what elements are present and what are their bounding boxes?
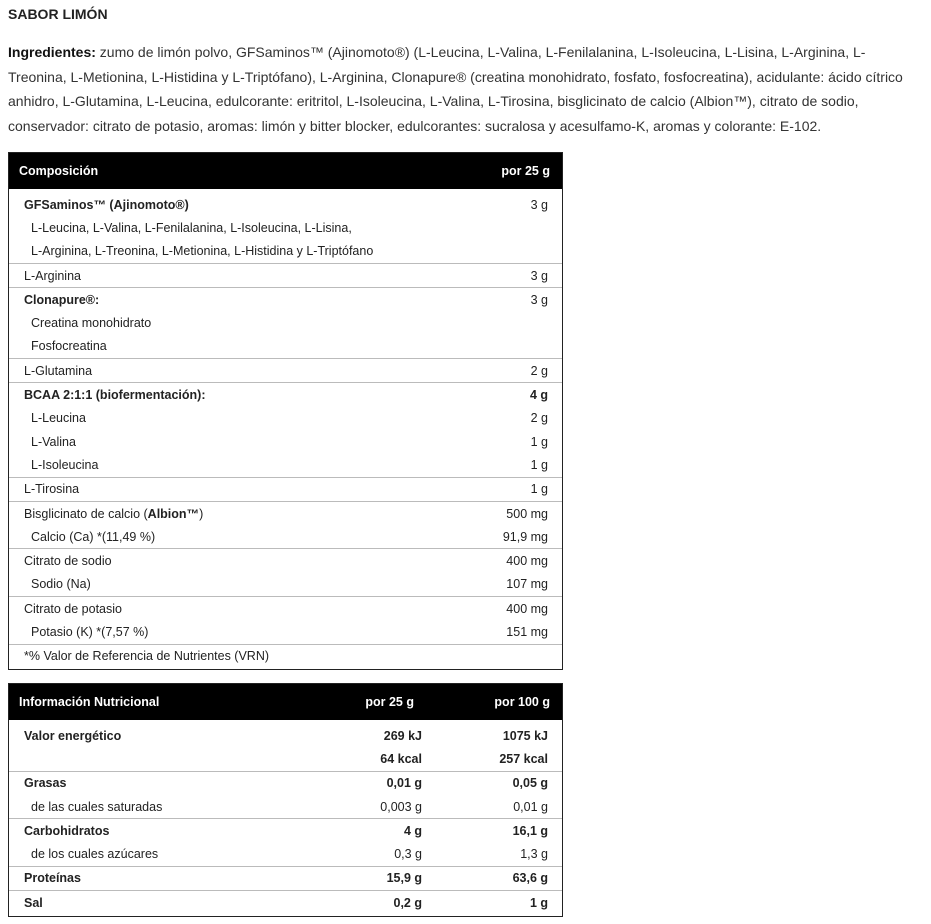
table-row — [9, 382, 562, 406]
nutrition-header — [9, 684, 562, 720]
row-value-100g: 1,3 g — [520, 847, 548, 862]
row-value: 1 g — [530, 482, 548, 497]
table-row — [9, 866, 562, 890]
row-label: Calcio (Ca) *(11,49 %) — [31, 529, 156, 544]
row-value: 107 mg — [506, 577, 548, 592]
table-row — [9, 311, 562, 334]
row-label: L-Leucina, L-Valina, L-Fenilalanina, L-Isoleucina, L-Lisina, — [31, 220, 352, 235]
ingredients-label: Ingredientes: — [8, 44, 96, 60]
row-label: Creatina monohidrato — [31, 316, 152, 331]
ingredients-text: zumo de limón polvo, GFSaminos™ (Ajinomoto®) (L-Leucina, L-Valina, L-Fenilalanina, L-Isoleucina, L-Lisina, L-Arginina, L-Treonina, L-Metionina, L-Histidina y L-Triptófano), L-Arginina, Clonapure® (creatina monohidrato, fosfato, fosfocreatina), acidulante: ácido cítrico anhidro, L-Glutamina, L-Leucina, edulcorante: eritritol, L-Isoleucina, L-Valina, L-Tirosina, bisglicinato de calcio (Albion™), citrato de sodio, conservador: citrato de potasio, aromas: limón y bitter blocker, edulcorantes: sucralosa y acesulfamo-K, aromas y colorante: E-102. — [8, 44, 903, 134]
row-value: 3 g — [530, 197, 548, 212]
table-row — [9, 795, 562, 818]
row-value-25g: 0,003 g — [380, 799, 422, 814]
table-row — [9, 525, 562, 548]
table-row — [9, 453, 562, 476]
row-label: de las cuales saturadas — [31, 799, 163, 814]
table-row — [9, 548, 562, 572]
composition-table — [8, 152, 563, 670]
row-label-brand: Albion™ — [147, 506, 200, 521]
row-value-25g: 0,01 g — [386, 776, 422, 791]
table-row — [9, 596, 562, 620]
table-row — [9, 747, 562, 770]
row-value: 500 mg — [506, 506, 548, 521]
row-label: Clonapure®: — [24, 292, 100, 307]
row-value: 91,9 mg — [502, 529, 548, 544]
table-row — [9, 842, 562, 865]
row-value-25g: 4 g — [403, 823, 422, 838]
row-label: L-Isoleucina — [31, 457, 99, 472]
row-value-100g: 1075 kJ — [502, 728, 548, 743]
table-row — [9, 724, 562, 747]
row-label: Sodio (Na) — [31, 577, 91, 592]
row-value-100g: 0,01 g — [513, 799, 548, 814]
row-value-100g: 16,1 g — [512, 823, 548, 838]
table-row — [9, 193, 562, 216]
table-row — [9, 818, 562, 842]
nutrition-header-label: Información Nutricional — [19, 695, 160, 709]
composition-header — [9, 153, 562, 189]
table-row — [9, 263, 562, 287]
row-value-25g: 269 kJ — [383, 728, 422, 743]
row-value: 400 mg — [506, 554, 548, 569]
row-value-100g: 1 g — [529, 895, 548, 910]
nutrition-header-col-25g: por 25 g — [365, 695, 414, 709]
table-row — [9, 430, 562, 453]
row-value: 1 g — [530, 434, 548, 449]
row-label: Fosfocreatina — [31, 339, 107, 354]
row-value-100g: 257 kcal — [499, 751, 548, 766]
row-label: Proteínas — [24, 871, 81, 886]
row-label: L-Leucina — [31, 411, 86, 426]
table-row — [9, 620, 562, 643]
row-label: L-Arginina — [24, 268, 81, 283]
composition-header-value: por 25 g — [501, 164, 550, 178]
row-label: Sal — [24, 895, 43, 910]
flavor-heading: SABOR LIMÓN — [8, 6, 108, 22]
row-label: GFSaminos™ (Ajinomoto®) — [24, 197, 189, 212]
row-value: 2 g — [530, 363, 548, 378]
row-value: 3 g — [530, 292, 548, 307]
row-value-100g: 0,05 g — [512, 776, 548, 791]
nutrition-table — [8, 683, 563, 917]
row-value-25g: 0,3 g — [394, 847, 422, 862]
ingredients-paragraph — [8, 40, 923, 138]
table-row — [9, 287, 562, 311]
row-label — [24, 507, 203, 521]
row-value: 151 mg — [506, 624, 548, 639]
table-row — [9, 335, 562, 358]
row-value: 2 g — [530, 411, 548, 426]
row-label: Carbohidratos — [24, 823, 110, 838]
table-row — [9, 573, 562, 596]
row-label: BCAA 2:1:1 (biofermentación): — [24, 388, 206, 403]
table-row — [9, 358, 562, 382]
row-value-25g: 0,2 g — [393, 895, 422, 910]
row-value: 1 g — [530, 457, 548, 472]
row-label: de los cuales azúcares — [31, 847, 159, 862]
table-row — [9, 477, 562, 501]
table-row — [9, 771, 562, 795]
row-label: Citrato de sodio — [24, 554, 112, 569]
row-label: Potasio (K) *(7,57 %) — [31, 624, 149, 639]
row-label-end: ) — [199, 506, 204, 521]
row-value-25g: 15,9 g — [386, 871, 422, 886]
composition-header-label: Composición — [19, 164, 99, 178]
table-row — [9, 240, 562, 263]
row-value-100g: 63,6 g — [512, 871, 548, 886]
row-label: L-Glutamina — [24, 363, 93, 378]
nutrition-header-col-100g: por 100 g — [494, 695, 550, 709]
footnote-row — [9, 644, 562, 668]
row-label: Valor energético — [24, 728, 122, 743]
table-row — [9, 890, 562, 914]
row-label: L-Tirosina — [24, 482, 80, 497]
row-label: Grasas — [24, 776, 67, 791]
row-value: 3 g — [530, 268, 548, 283]
vrn-footnote: *% Valor de Referencia de Nutrientes (VRN) — [24, 649, 270, 664]
table-row — [9, 501, 562, 525]
table-row — [9, 216, 562, 239]
row-label: L-Valina — [31, 434, 76, 449]
row-value-25g: 64 kcal — [380, 751, 422, 766]
table-row — [9, 407, 562, 430]
row-value: 400 mg — [506, 601, 548, 616]
row-label: L-Arginina, L-Treonina, L-Metionina, L-Histidina y L-Triptófano — [31, 244, 374, 259]
row-value: 4 g — [529, 388, 548, 403]
row-label: Citrato de potasio — [24, 601, 122, 616]
row-label-start: Bisglicinato de calcio ( — [24, 506, 148, 521]
